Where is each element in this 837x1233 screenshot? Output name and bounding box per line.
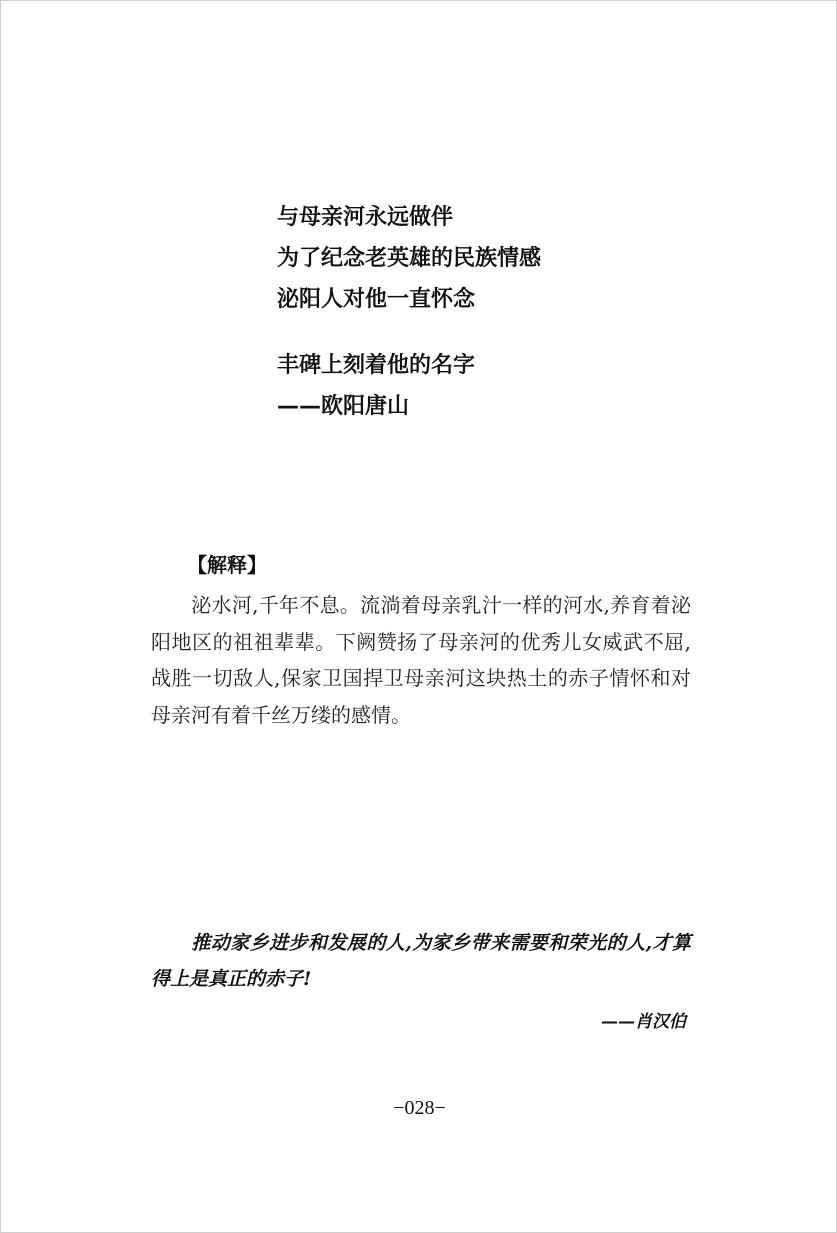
explanation-heading: 【解释】	[187, 553, 267, 577]
poem-line: 丰碑上刻着他的名字	[277, 353, 476, 378]
quote-text: 推动家乡进步和发展的人,为家乡带来需要和荣光的人,才算得上是真正的赤子!	[151, 932, 691, 990]
page-number: −028−	[393, 1097, 446, 1119]
poem-line: 与母亲河永远做伴	[277, 205, 454, 230]
poem	[277, 197, 541, 427]
poem-line: 泌阳人对他一直怀念	[277, 287, 476, 312]
quote-paragraph	[151, 925, 691, 997]
explanation-paragraph	[151, 587, 691, 733]
poem-line: 为了纪念老英雄的民族情感	[277, 246, 542, 271]
explanation-text: 泌水河,千年不息。流淌着母亲乳汁一样的河水,养育着泌阳地区的祖祖辈辈。下阙赞扬了母亲河的优秀儿女威武不屈,战胜一切敌人,保家卫国捍卫母亲河这块热土的赤子情怀和对母亲河有着千丝万缕的感情。	[151, 593, 691, 727]
poem-author-line: ——欧阳唐山	[277, 394, 410, 419]
stanza-gap	[277, 320, 541, 345]
quote-author: ——肖汉伯	[601, 1012, 686, 1032]
